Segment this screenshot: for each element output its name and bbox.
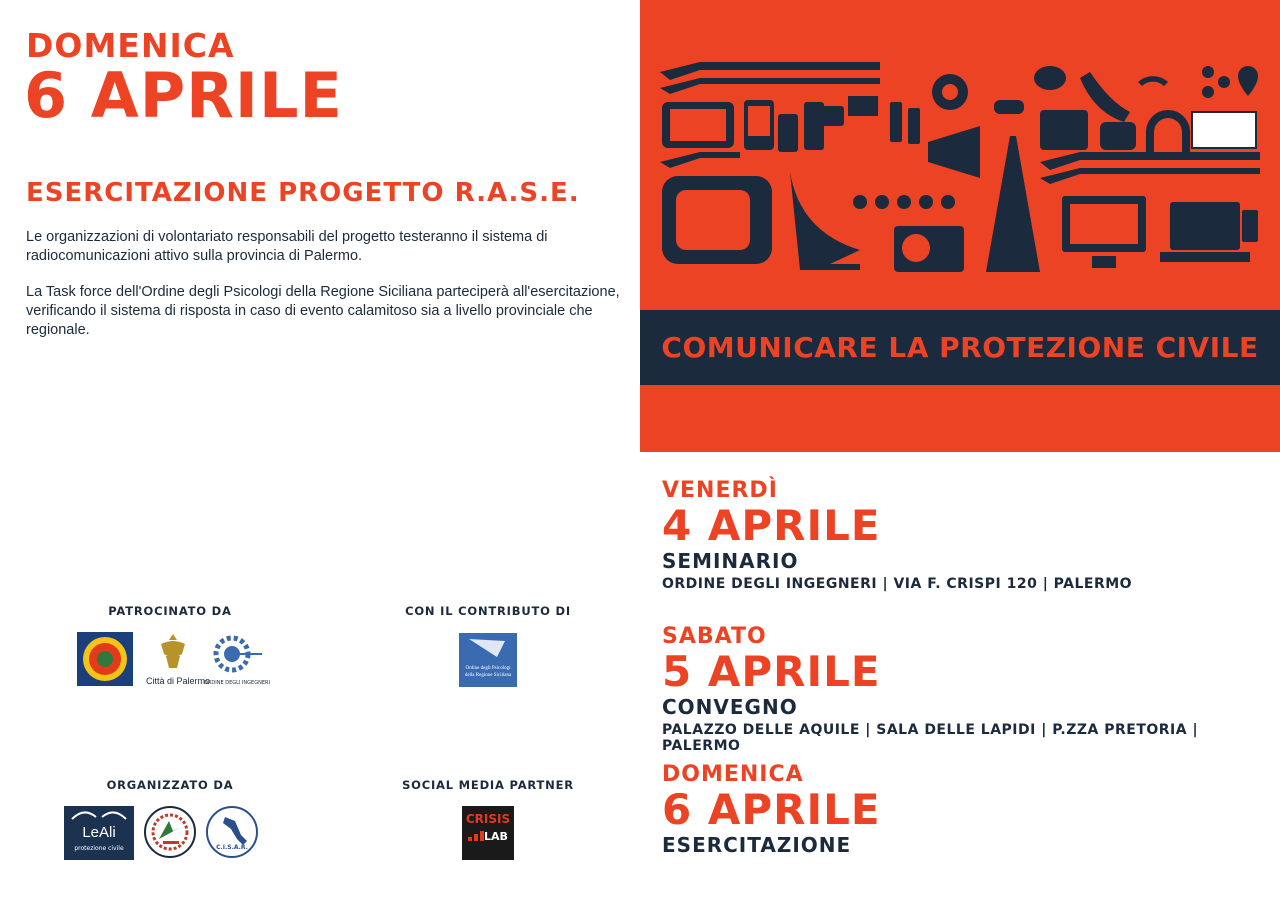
communication-icons-illustration bbox=[660, 62, 1260, 276]
ordine-ingegneri-label: ORDINE DEGLI INGEGNERI bbox=[204, 680, 270, 686]
contributo-title: CON IL CONTRIBUTO DI bbox=[405, 604, 571, 618]
crisis-label: CRISIS bbox=[465, 812, 511, 826]
cisar-logo bbox=[205, 805, 259, 859]
event-type: CONVEGNO bbox=[662, 695, 798, 720]
event-date: 4 APRILE bbox=[662, 501, 881, 550]
event-type: SEMINARIO bbox=[662, 549, 799, 574]
megaphone-icon bbox=[928, 126, 980, 178]
event-friday bbox=[662, 478, 1132, 592]
description-paragraph-2: La Task force dell'Ordine degli Psicologi della Regione Siciliana parteciperà all'esercitazione, verificando il sistema di risposta in caso di evento calamitoso sia a livello provinciale che regionale. bbox=[26, 284, 620, 338]
event-location: ORDINE DEGLI INGEGNERI | VIA F. CRISPI 120 | PALERMO bbox=[662, 576, 1133, 593]
share-icon bbox=[1202, 66, 1214, 78]
event-day: VENERDÌ bbox=[662, 478, 778, 503]
regione-sicilia-protezione-civile-logo bbox=[77, 632, 133, 686]
laptop-icon bbox=[1170, 202, 1240, 250]
ordine-psicologi-logo bbox=[459, 633, 517, 687]
ordine-psicologi-label: Ordine degli Psicologi della Regione Siciliana bbox=[464, 666, 512, 678]
ordine-ingegneri-logo bbox=[204, 632, 268, 686]
event-location: PALAZZO DELLE AQUILE | SALA DELLE LAPIDI | P.ZZA PRETORIA | PALERMO bbox=[662, 722, 1199, 755]
small-phone-icon bbox=[1242, 210, 1258, 242]
event-sunday bbox=[662, 762, 881, 857]
citta-di-palermo-label: Città di Palermo bbox=[146, 676, 211, 686]
leali-name: LeAli bbox=[82, 824, 116, 841]
event-day: SABATO bbox=[662, 624, 767, 649]
banner-title: COMUNICARE LA PROTEZIONE CIVILE bbox=[661, 331, 1259, 364]
event-day: DOMENICA bbox=[662, 762, 804, 787]
event-type: ESERCITAZIONE bbox=[662, 833, 852, 858]
location-pin-icon bbox=[1238, 66, 1258, 96]
cisar-label: C.I.S.A.R. bbox=[216, 844, 248, 851]
chain-link-icon bbox=[853, 195, 955, 209]
wings-icon bbox=[64, 807, 134, 821]
event-date: 5 APRILE bbox=[662, 647, 881, 696]
sms-icon bbox=[810, 106, 844, 126]
newspaper-icon bbox=[1192, 112, 1256, 148]
event-date: 6 APRILE bbox=[662, 785, 881, 834]
mobile-phone-icon bbox=[778, 114, 798, 152]
chat-bubble-icon bbox=[1034, 66, 1066, 90]
transmission-tower-icon bbox=[986, 136, 1040, 272]
citta-di-palermo-logo bbox=[146, 632, 211, 686]
eagle-crest-icon bbox=[156, 632, 190, 672]
organizzato-title: ORGANIZZATO DA bbox=[106, 778, 234, 792]
leali-logo bbox=[64, 806, 134, 860]
lab-label: LAB bbox=[484, 830, 508, 843]
left-date-heading: 6 APRILE bbox=[24, 59, 343, 132]
sicily-map-icon bbox=[459, 633, 517, 661]
patrocinato-title: PATROCINATO DA bbox=[108, 604, 232, 618]
title-banner bbox=[640, 310, 1280, 385]
siren-icon bbox=[994, 100, 1024, 114]
crisis-lab-logo bbox=[462, 806, 514, 860]
exercise-title: ESERCITAZIONE PROGETTO R.A.S.E. bbox=[26, 178, 580, 208]
telephone-icon bbox=[1100, 122, 1136, 150]
envelope-icon bbox=[848, 96, 878, 116]
radio-association-logo bbox=[143, 805, 197, 859]
headset-icon bbox=[1146, 110, 1190, 152]
left-day-heading: DOMENICA bbox=[26, 26, 235, 65]
walkie-talkie-icon bbox=[890, 102, 902, 142]
gear-compass-icon bbox=[208, 632, 264, 676]
leali-subtitle: protezione civile bbox=[74, 845, 124, 852]
social-partner-title: SOCIAL MEDIA PARTNER bbox=[402, 778, 574, 792]
fax-machine-icon bbox=[1040, 110, 1088, 150]
wifi-icon bbox=[1138, 76, 1168, 86]
event-saturday bbox=[662, 624, 1280, 754]
description-paragraph-1: Le organizzazioni di volontariato responsabili del progetto testeranno il sistema di radiocomunicazioni attivo sulla provincia di Palermo. bbox=[26, 229, 548, 264]
satellite-dish-icon bbox=[790, 172, 860, 270]
